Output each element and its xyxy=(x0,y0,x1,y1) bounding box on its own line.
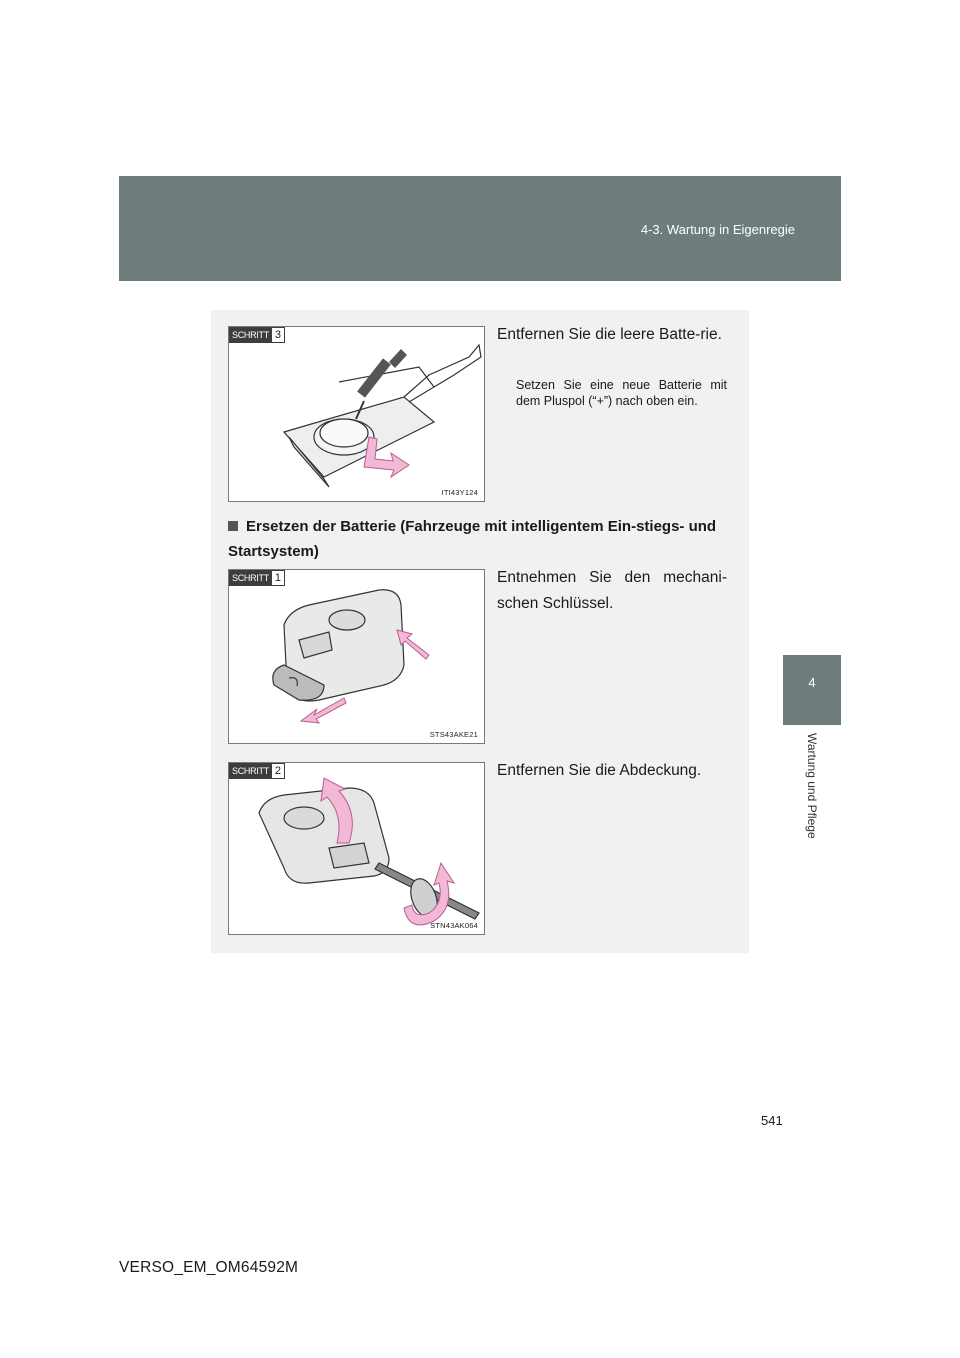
step-1-text: Entnehmen Sie den mechani-schen Schlüssel. xyxy=(497,569,727,612)
smart-key-illustration xyxy=(229,570,485,744)
chapter-side-label xyxy=(783,725,841,965)
figure-step-1 xyxy=(228,569,485,744)
document-code: VERSO_EM_OM64592M xyxy=(119,1259,299,1276)
chapter-tab xyxy=(783,655,841,725)
section-title: 4-3. Wartung in Eigenregie xyxy=(640,222,795,237)
cover-removal-illustration xyxy=(229,763,485,935)
chapter-number: 4 xyxy=(808,675,816,690)
step-number: 2 xyxy=(272,763,285,779)
step-word: SCHRITT xyxy=(229,327,272,343)
step-number: 1 xyxy=(272,570,285,586)
square-bullet-icon xyxy=(228,521,238,531)
step-badge xyxy=(229,327,285,343)
step-3-text: Entfernen Sie die leere Batte-rie. xyxy=(497,326,722,343)
figure-code: STS43AKE21 xyxy=(429,730,478,739)
figure-step-2 xyxy=(228,762,485,935)
section-heading: Ersetzen der Batterie (Fahrzeuge mit intelligentem Ein-stiegs- und Startsystem) xyxy=(228,518,717,560)
key-battery-illustration xyxy=(229,327,485,502)
step-word: SCHRITT xyxy=(229,570,272,586)
chapter-title: Wartung und Pflege xyxy=(805,733,819,839)
figure-code: ITI43Y124 xyxy=(441,488,478,497)
step-2-text: Entfernen Sie die Abdeckung. xyxy=(497,762,702,779)
page-number: 541 xyxy=(761,1113,783,1128)
step-number: 3 xyxy=(272,327,285,343)
step-badge xyxy=(229,570,285,586)
step-badge xyxy=(229,763,285,779)
step-word: SCHRITT xyxy=(229,763,272,779)
page-header xyxy=(119,176,841,281)
figure-step-3 xyxy=(228,326,485,502)
figure-code: STN43AK064 xyxy=(430,921,478,930)
slide-out-arrow-icon xyxy=(301,698,346,723)
step-3-note: Setzen Sie eine neue Batterie mit dem Pluspol (“+”) nach oben ein. xyxy=(516,378,727,408)
